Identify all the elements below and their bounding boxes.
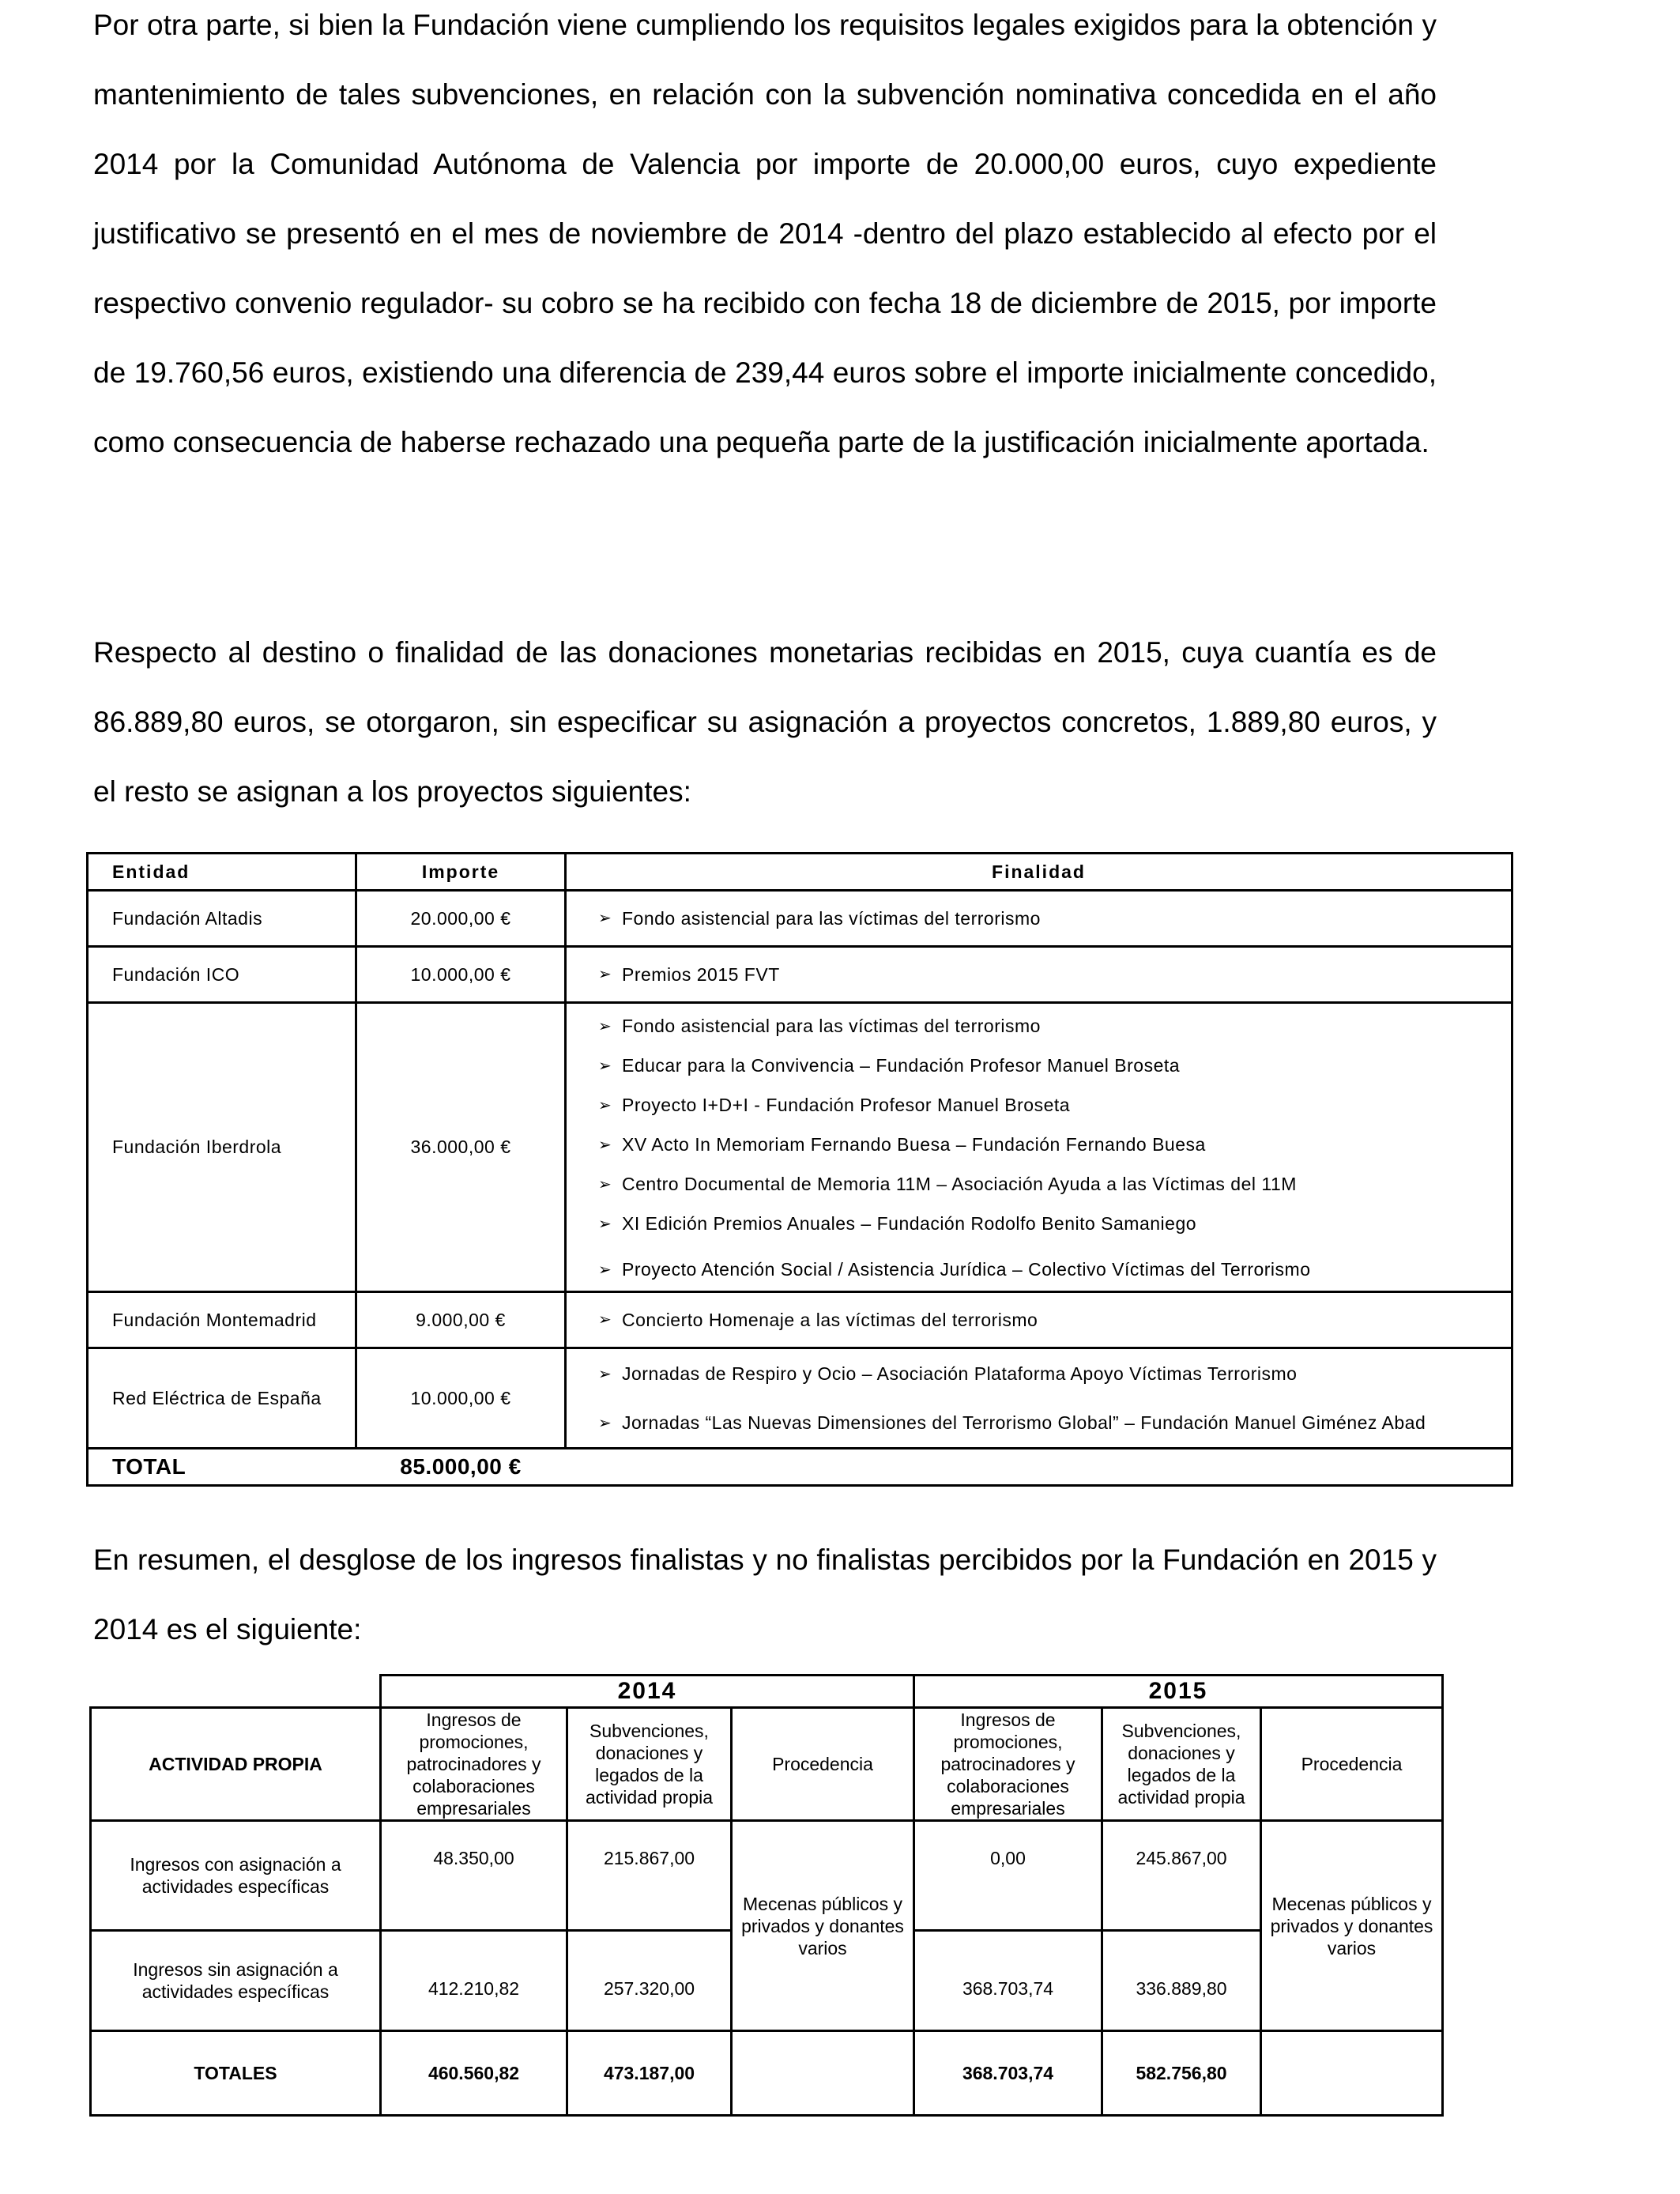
importe-cell: 10.000,00 € [356, 947, 566, 1003]
value-cell: 245.867,00 [1102, 1821, 1261, 1931]
header-importe: Importe [356, 854, 566, 891]
value-cell: 257.320,00 [567, 1931, 732, 2031]
total-row [88, 1449, 1512, 1486]
finalidad-item: ➢ Premios 2015 FVT [598, 964, 1511, 986]
table-row [88, 891, 1512, 947]
importe-cell: 9.000,00 € [356, 1292, 566, 1348]
empty-cell [1261, 2031, 1443, 2116]
ingresos-table-wrapper [89, 1674, 1444, 2117]
col-ingresos-promociones-2014: Ingresos de promociones, patrocinadores y colaboraciones empresariales [381, 1708, 567, 1821]
value-cell: 215.867,00 [567, 1821, 732, 1931]
total-label: TOTAL [88, 1449, 356, 1486]
finalidad-item: ➢ XV Acto In Memoriam Fernando Buesa – Fundación Fernando Buesa [598, 1125, 1511, 1164]
donaciones-table [86, 852, 1513, 1487]
entidad-cell: Fundación Montemadrid [88, 1292, 356, 1348]
value-cell: 336.889,80 [1102, 1931, 1261, 2031]
actividad-propia-header: ACTIVIDAD PROPIA [91, 1708, 381, 1821]
col-ingresos-promociones-2015: Ingresos de promociones, patrocinadores y colaboraciones empresariales [914, 1708, 1102, 1821]
finalidad-item: ➢ Proyecto I+D+I - Fundación Profesor Manuel Broseta [598, 1085, 1511, 1125]
total-value: 85.000,00 € [356, 1449, 566, 1486]
finalidad-item: ➢ Jornadas de Respiro y Ocio – Asociación Plataforma Apoyo Víctimas Terrorismo [598, 1349, 1511, 1398]
importe-cell: 20.000,00 € [356, 891, 566, 947]
entidad-cell: Red Eléctrica de España [88, 1348, 356, 1449]
finalidad-item: ➢ Jornadas “Las Nuevas Dimensiones del Terrorismo Global” – Fundación Manuel Giménez Abad [598, 1398, 1511, 1447]
finalidad-item: ➢ Centro Documental de Memoria 11M – Asociación Ayuda a las Víctimas del 11M [598, 1164, 1511, 1204]
procedencia-2014: Mecenas públicos y privados y donantes varios [732, 1821, 914, 2031]
finalidad-item: ➢ Educar para la Convivencia – Fundación Profesor Manuel Broseta [598, 1046, 1511, 1085]
table-row [88, 1003, 1512, 1292]
finalidad-cell [566, 891, 1512, 947]
value-cell: 368.703,74 [914, 1931, 1102, 2031]
table-row [88, 1348, 1512, 1449]
total-cell: 582.756,80 [1102, 2031, 1261, 2116]
ingresos-table [89, 1674, 1444, 2117]
totals-label: TOTALES [91, 2031, 381, 2116]
total-cell: 460.560,82 [381, 2031, 567, 2116]
header-entidad: Entidad [88, 854, 356, 891]
importe-cell: 10.000,00 € [356, 1348, 566, 1449]
finalidad-item: ➢ XI Edición Premios Anuales – Fundación Rodolfo Benito Samaniego [598, 1204, 1511, 1243]
table-row [88, 947, 1512, 1003]
total-cell: 368.703,74 [914, 2031, 1102, 2116]
entidad-cell: Fundación Altadis [88, 891, 356, 947]
table-row [88, 1292, 1512, 1348]
finalidad-item: ➢ Fondo asistencial para las víctimas del terrorismo [598, 908, 1511, 929]
row-label: Ingresos sin asignación a actividades específicas [91, 1931, 381, 2031]
header-finalidad: Finalidad [566, 854, 1512, 891]
year-2014-header: 2014 [381, 1676, 914, 1708]
paragraph-destino-donaciones: Respecto al destino o finalidad de las donaciones monetarias recibidas en 2015, cuya cuantía es de 86.889,80 euros, se otorgaron, sin especificar su asignación a proyectos concretos, 1.889,80 euros, y el resto se asignan a los proyectos siguientes: [93, 636, 1437, 808]
value-cell: 48.350,00 [381, 1821, 567, 1931]
col-subvenciones-2015: Subvenciones, donaciones y legados de la actividad propia [1102, 1708, 1261, 1821]
empty-cell [732, 2031, 914, 2116]
value-cell: 0,00 [914, 1821, 1102, 1931]
row-label: Ingresos con asignación a actividades específicas [91, 1821, 381, 1931]
paragraph-resumen: En resumen, el desglose de los ingresos finalistas y no finalistas percibidos por la Fundación en 2015 y 2014 es el siguiente: [93, 1544, 1437, 1646]
blank-cell [91, 1676, 381, 1708]
year-2015-header: 2015 [914, 1676, 1443, 1708]
finalidad-cell [566, 1003, 1512, 1292]
paragraph-subvencion-valencia: Por otra parte, si bien la Fundación viene cumpliendo los requisitos legales exigidos para la obtención y mantenimiento de tales subvenciones, en relación con la subvención nominativa concedida en el año 2014 por la Comunidad Autónoma de Valencia por importe de 20.000,00 euros, cuyo expediente justificativo se presentó en el mes de noviembre de 2014 -dentro del plazo establecido al efecto por el respectivo convenio regulador- su cobro se ha recibido con fecha 18 de diciembre de 2015, por importe de 19.760,56 euros, existiendo una diferencia de 239,44 euros sobre el importe inicialmente concedido, como consecuencia de haberse rechazado una pequeña parte de la justificación inicialmente aportada. [93, 9, 1437, 458]
finalidad-cell [566, 1348, 1512, 1449]
importe-cell: 36.000,00 € [356, 1003, 566, 1292]
col-subvenciones-2014: Subvenciones, donaciones y legados de la actividad propia [567, 1708, 732, 1821]
finalidad-cell [566, 1292, 1512, 1348]
totals-row [91, 2031, 1443, 2116]
finalidad-item: ➢ Proyecto Atención Social / Asistencia Jurídica – Colectivo Víctimas del Terrorismo [598, 1250, 1511, 1289]
total-empty [566, 1449, 1512, 1486]
entidad-cell: Fundación ICO [88, 947, 356, 1003]
value-cell: 412.210,82 [381, 1931, 567, 2031]
entidad-cell: Fundación Iberdrola [88, 1003, 356, 1292]
total-cell: 473.187,00 [567, 2031, 732, 2116]
finalidad-item: ➢ Concierto Homenaje a las víctimas del terrorismo [598, 1310, 1511, 1331]
col-procedencia-2015: Procedencia [1261, 1708, 1443, 1821]
finalidad-item: ➢ Fondo asistencial para las víctimas del terrorismo [598, 1006, 1511, 1046]
table-row [91, 1821, 1443, 1931]
procedencia-2015: Mecenas públicos y privados y donantes varios [1261, 1821, 1443, 2031]
finalidad-cell [566, 947, 1512, 1003]
col-procedencia-2014: Procedencia [732, 1708, 914, 1821]
